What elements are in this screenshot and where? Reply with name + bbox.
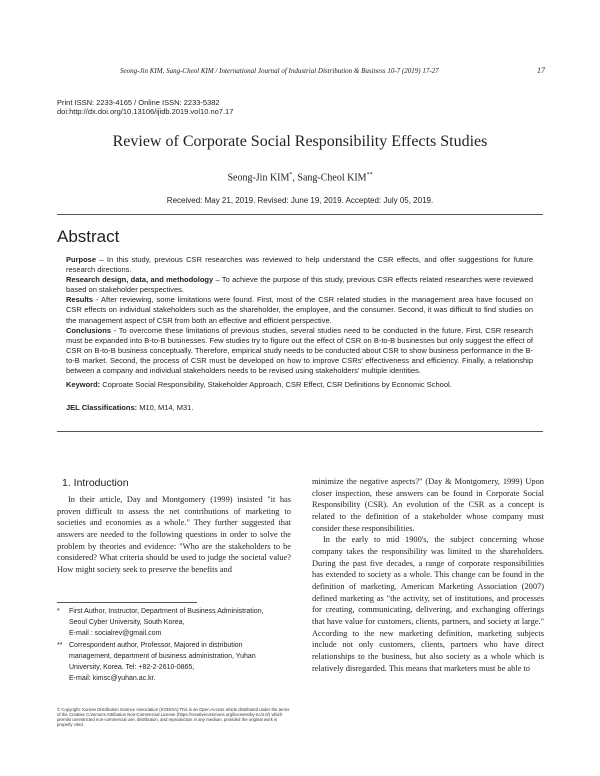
divider-top (57, 214, 543, 215)
abstract-label: Research design, data, and methodology (66, 275, 214, 285)
abstract-text: - To overcome these limitations of previous studies, several studies need to be conducted in the future. First, CSR research must be expanded into B-to-B businesses. Few studies try to figure out the effect of CSR on B-to-B businesses but only suggest the effect of CSR on B-to-B business conceptually. Therefore, empirical study needs to be conducted about CSR to show business performance in the B-to-B market. Second, the process of CSR must be developed on how to improve CSRs' effectiveness and efficiency. Finally, a relationship between a company and individual stakeholders needs to be revised using stakeholders' multiple identities. (66, 325, 533, 376)
abstract-label: Conclusions (66, 325, 112, 335)
author-mark: * (289, 172, 293, 178)
left-column (57, 494, 291, 576)
abstract-conclusions (66, 326, 533, 376)
abstract-design (66, 275, 533, 295)
footnote-line: E-mail: kimsc@yuhan.ac.kr. (69, 675, 156, 683)
footnotes (57, 606, 297, 684)
copyright-notice: © Copyright: Korean Distribution Science Association (KODISA) This is an Open Access article distributed under the terms of the Creative Commons Attribution Non-Commercial License (https://creativecommons.org/licenses/by-nc/4.0/) which permits unrestricted non-commercial use, distribution, and reproduction in any medium, provided the original work is properly cited. (57, 707, 290, 728)
footnote-text (69, 606, 264, 640)
body-paragraph: In their article, Day and Montgomery (1999) insisted "it has proven difficult to assess the net contributions of marketing to societies and economies as a whole." They further suggested that answers are needed to the following questions in order to solve the problem by theories and evidence: "Who are the stakeholders to be considered? What criteria should be used to judge the societal value? How might society seek to preserve the benefits and (57, 495, 291, 574)
footnote-text (69, 640, 256, 685)
divider-bottom (57, 431, 543, 432)
right-column (312, 476, 544, 674)
footnote-correspondent (57, 640, 297, 685)
abstract-text: – In this study, previous CSR researches was reviewed to help understand the CSR effects, and offer suggestions for future research directions. (66, 255, 533, 275)
author-name: Sang-Cheol KIM (297, 172, 367, 184)
running-head: Seong-Jin KIM, Sang-Cheol KIM / International Journal of Industrial Distribution & Business 10-7 (2019) 17-27 (120, 67, 439, 75)
keywords-label: Keyword: (66, 380, 101, 389)
abstract-label: Purpose (66, 255, 97, 264)
section-heading: 1. Introduction (62, 477, 129, 489)
footnote-line: Seoul Cyber University, South Korea, (69, 619, 185, 627)
issn-block (57, 98, 233, 116)
footnote-mark: ** (57, 641, 63, 649)
jel-classifications (66, 403, 533, 412)
abstract-purpose (66, 255, 533, 275)
page-number: 17 (537, 66, 545, 75)
footnote-first-author (57, 606, 297, 640)
footnote-line: University, Korea. Tel: +82-2-2610-0865, (69, 664, 195, 672)
abstract-text: - After reviewing, some limitations were found. First, most of the CSR related studies in the management area have focused on CSR effects on individual stakeholders such as the shareholder, the employee, and the consumer. Second, it was difficult to find studies on the management aspect of CSR from both an effective and efficient perspective. (66, 295, 533, 325)
received-dates: Received: May 21, 2019. Revised: June 19, 2019. Accepted: July 05, 2019. (166, 196, 434, 205)
jel-label: JEL Classifications: (66, 403, 138, 412)
keywords (66, 380, 533, 389)
author-name: Seong-Jin KIM (227, 172, 290, 184)
abstract-heading: Abstract (57, 227, 120, 246)
paper-title: Review of Corporate Social Responsibility Effects Studies (112, 133, 488, 150)
abstract-text: – To achieve the purpose of this study, previous CSR effects related researches were reviewed based on stakeholder perspectives. (66, 275, 533, 295)
footnote-line: Correspondent author, Professor, Majored in distribution (69, 641, 243, 649)
author-separator: , (292, 172, 298, 184)
body-paragraph: minimize the negative aspects?" (Day & Montgomery, 1999) Upon closer inspection, these answers can be found in Corporate Social Responsibility (CSR). An evolution of the CSR as a concept is related to the definition of a stakeholder whose company must consider these responsibilities. (312, 477, 544, 533)
issn-line: Print ISSN: 2233-4165 / Online ISSN: 2233-5382 (57, 98, 220, 107)
footnote-line: E-mail : socialrev@gmail.com (69, 630, 162, 638)
abstract-body (66, 255, 533, 376)
keywords-text: Coproate Social Responsibility, Stakeholder Approach, CSR Effect, CSR Definitions by Economic School. (100, 380, 452, 389)
footnote-line: management, department of business administration, Yuhan (69, 652, 256, 660)
footnote-mark: * (57, 608, 60, 615)
author-list (0, 172, 600, 183)
body-paragraph: In the early to mid 1900's, the subject concerning whose company takes the responsibility was limited to the shareholders. During the past five decades, a range of corporate responsibilities has extended to society as a whole. This change can be found in the definition of marketing. American Marketing Association (2007) defined marketing as "the activity, set of institutions, and processes for creating, communicating, delivering, and exchanging offerings that have value for customers, clients, partners, and society at large." According to the new marketing definition, marketing subjects include not only customers, clients, partners who have direct relationships to the business, but also society as a whole which is relatively disregarded. This means that marketers must be able to (312, 535, 544, 673)
footnote-divider (57, 602, 197, 603)
abstract-results (66, 295, 533, 325)
jel-text: M10, M14, M31. (137, 403, 194, 412)
author-mark: ** (366, 172, 373, 178)
abstract-label: Results (66, 295, 94, 305)
doi-line: doi:http://dx.doi.org/10.13106/ijidb.2019.vol10.no7.17 (57, 107, 234, 116)
footnote-line: First Author, Instructor, Department of Business Administration, (69, 608, 264, 615)
